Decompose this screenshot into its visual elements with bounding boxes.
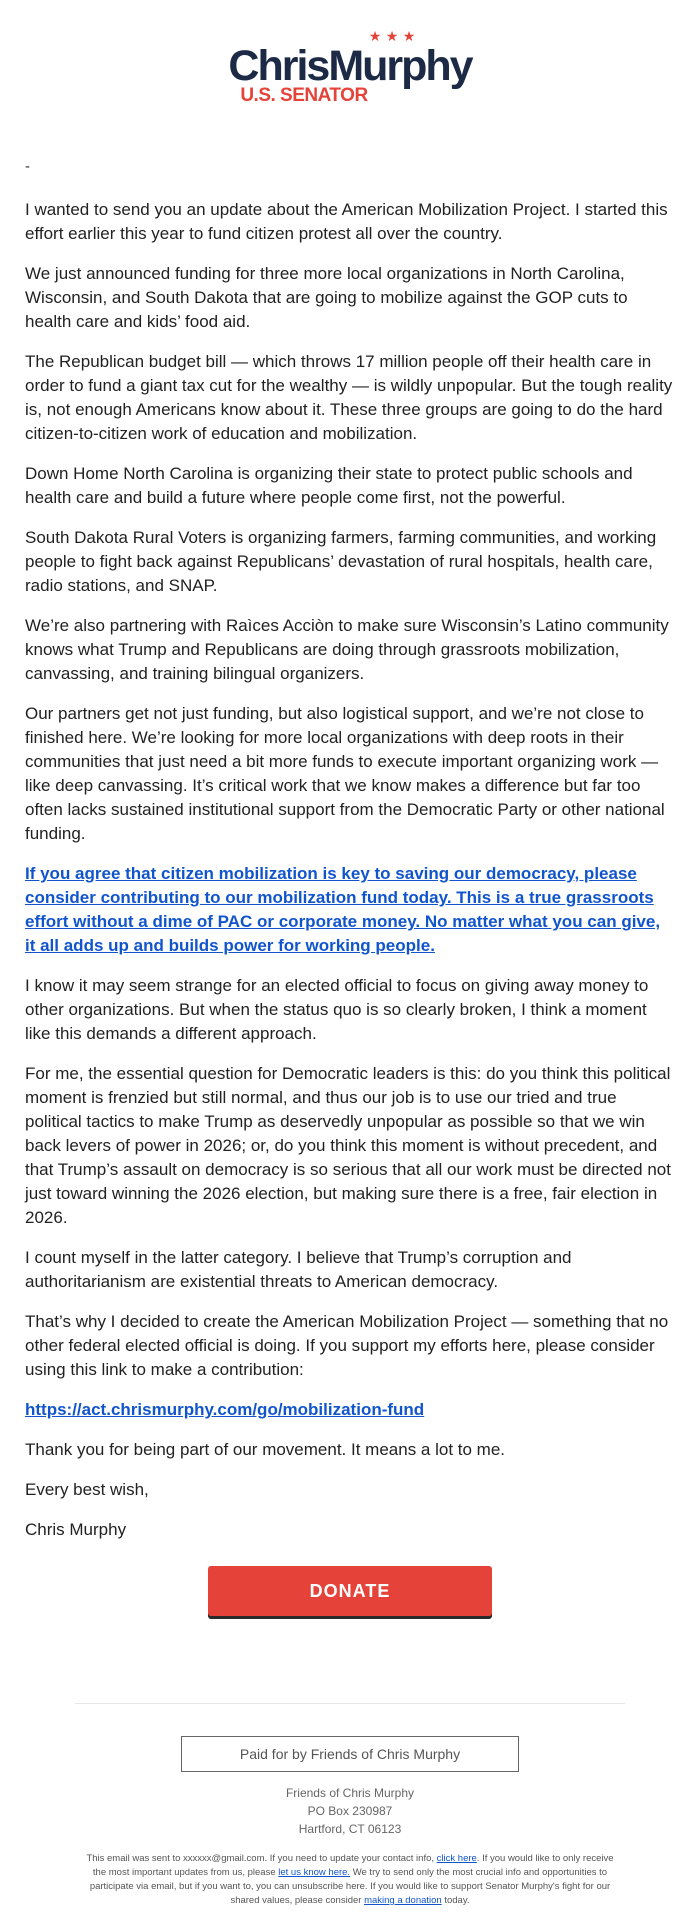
fine-text-1: This email was sent to xxxxxx@gmail.com. If you need to update your contact info, [86, 1853, 437, 1864]
logo-graphic [220, 28, 480, 108]
donate-container [0, 1566, 700, 1616]
donate-button[interactable]: DONATE [208, 1566, 492, 1616]
fine-print [80, 1852, 620, 1908]
fine-text-2: . If you would like to only receive the most important updates from us, please [92, 1853, 614, 1878]
address-line-3: Hartford, CT 06123 [298, 1822, 402, 1836]
separator-dash: - [25, 158, 30, 175]
cta-paragraph [25, 862, 675, 958]
paragraph-north-carolina: Down Home North Carolina is organizing their state to protect public schools and health care and build a future where people come first, not the powerful. [25, 464, 633, 507]
mailing-address [0, 1784, 700, 1838]
paragraph-why: That’s why I decided to create the American Mobilization Project — something that no other federal elected official is doing. If you support my efforts here, please consider using this link to make a contribution: [25, 1312, 669, 1379]
contribute-cta-link[interactable]: If you agree that citizen mobilization is key to saving our democracy, please consider contributing to our mobilization fund today. This is a true grassroots effort without a dime of PAC or corporate money. No matter what you can give, it all adds up and builds power for working people. [25, 864, 661, 955]
logo-stars: ★ ★ ★ [368, 29, 416, 45]
paid-for-disclaimer: Paid for by Friends of Chris Murphy [181, 1736, 519, 1772]
paragraph-south-dakota: South Dakota Rural Voters is organizing farmers, farming communities, and working people to fight back against Republicans’ devastation of rural hospitals, health care, radio stations, and SNAP. [25, 528, 657, 595]
address-line-2: PO Box 230987 [307, 1804, 393, 1818]
address-line-1: Friends of Chris Murphy [285, 1786, 415, 1800]
paragraph-funding: We just announced funding for three more local organizations in North Carolina, Wisconsin, and South Dakota that are going to mobilize against the GOP cuts to health care and kids’ food aid. [25, 264, 628, 331]
paragraph-thanks: Thank you for being part of our movement. It means a lot to me. [25, 1440, 506, 1459]
paragraph-wisconsin: We’re also partnering with Raìces Acciòn to make sure Wisconsin’s Latino community knows what Trump and Republicans are doing through grassroots mobilization, canvassing, and training bilingual organizers. [25, 616, 669, 683]
footer-divider [75, 1703, 625, 1704]
logo-subtitle: U.S. SENATOR [240, 85, 368, 106]
important-updates-link[interactable]: let us know here. [278, 1867, 351, 1878]
mobilization-fund-link[interactable]: https://act.chrismurphy.com/go/mobilization-fund [25, 1400, 425, 1419]
chris-murphy-logo [0, 28, 700, 118]
paragraph-budget-bill: The Republican budget bill — which throws 17 million people off their health care in order to fund a giant tax cut for the wealthy — is wildly unpopular. But the tough reality is, not enough Americans know about it. These three groups are going to do the hard citizen-to-citizen work of education and mobilization. [25, 352, 673, 443]
message-content [25, 198, 675, 1558]
paragraph-latter-category: I count myself in the latter category. I believe that Trump’s corruption and authoritarianism are existential threats to American democracy. [25, 1248, 572, 1291]
fine-text-3: We try to send only the most crucial info and opportunities to participate via email, but if you want to, you can unsubscribe here. If you would like to support Senator Murphy's fight for our shared values, please consider [89, 1867, 611, 1906]
signoff: Every best wish, [25, 1480, 149, 1499]
signature: Chris Murphy [25, 1520, 127, 1539]
paragraph-essential-question: For me, the essential question for Democratic leaders is this: do you think this political moment is frenzied but still normal, and thus our job is to use our tried and true political tactics to make Trump as deservedly unpopular as possible so that we win back levers of power in 2026; or, do you think this moment is without precedent, and that Trump’s assault on democracy is so serious that all our work must be directed not just toward winning the 2026 election, but making sure there is a free, fair election in 2026. [25, 1064, 671, 1227]
make-donation-link[interactable]: making a donation [364, 1895, 442, 1906]
fine-text-4: today. [441, 1895, 470, 1906]
url-paragraph [25, 1398, 675, 1422]
paragraph-strange: I know it may seem strange for an elected official to focus on giving away money to other organizations. But when the status quo is so clearly broken, I think a moment like this demands a different approach. [25, 976, 649, 1043]
logo-name: ChrisMurphy [228, 42, 472, 90]
paragraph-partners: Our partners get not just funding, but also logistical support, and we’re not close to finished here. We’re looking for more local organizations with deep roots in their communities that just need a bit more funds to execute important organizing work — like deep canvassing. It’s critical work that we know makes a difference but far too often lacks sustained institutional support from the Democratic Party or other national funding. [25, 704, 665, 843]
paragraph-intro: I wanted to send you an update about the American Mobilization Project. I started this effort earlier this year to fund citizen protest all over the country. [25, 200, 668, 243]
update-contact-link[interactable]: click here [436, 1853, 477, 1864]
